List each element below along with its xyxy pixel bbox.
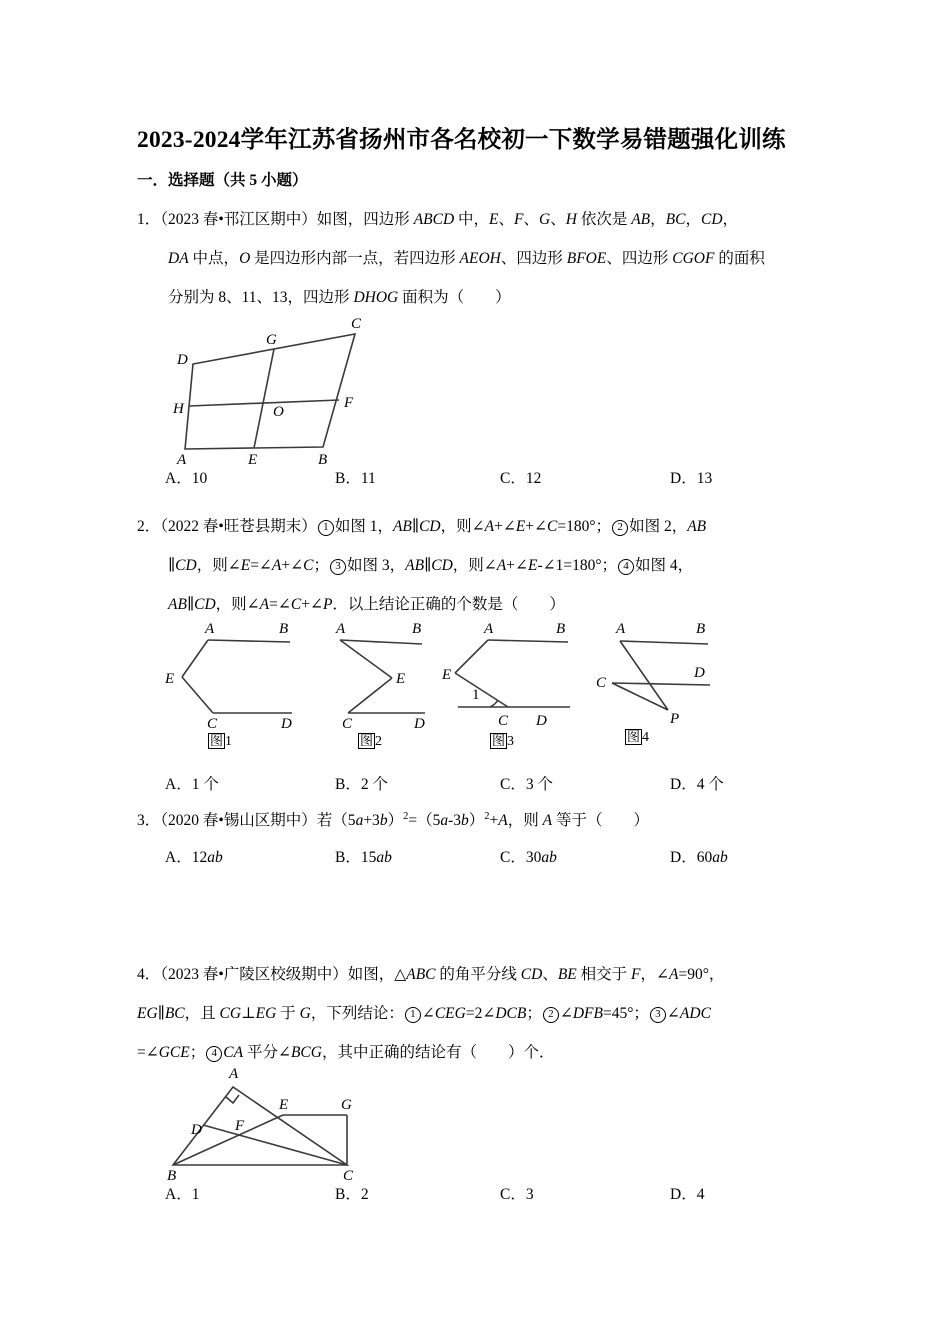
figure2-label-D: D (414, 716, 425, 730)
figure3-label-E: E (442, 667, 452, 683)
figure-label-D: D (177, 352, 188, 368)
question-2-line-3: AB∥CD，则∠A=∠C+∠P．以上结论正确的个数是（ ） (168, 596, 565, 613)
figure4-label-D: D (694, 665, 705, 681)
figure2-label-A: A (336, 621, 346, 637)
option-a: A．12ab (165, 849, 223, 866)
figure-label-B: B (167, 1168, 177, 1182)
question-1-figure (155, 312, 395, 472)
figure-label-A: A (177, 452, 187, 467)
option-b: B．2 个 (335, 776, 388, 793)
option-c: C．3 (500, 1186, 534, 1203)
question-4-line-3: =∠GCE； 4 CA 平分∠BCG，其中正确的结论有（ ）个． (137, 1044, 555, 1061)
figure-label-F: F (344, 395, 354, 411)
figure3-label-D: D (536, 713, 547, 729)
figure3-label-angle-1: 1 (472, 687, 480, 703)
figure-label-C: C (351, 316, 362, 332)
question-4-line-1: 4．（2023 春•广陵区校级期中）如图，△ABC 的角平分线 CD、BE 相交于 F，∠A=90°， (137, 966, 725, 983)
question-4-line-2: EG∥BC，且 CG⊥EG 于 G，下列结论： 1 ∠CEG=2∠DCB； 2 ∠DFB=45°； 3 ∠ADC (137, 1005, 711, 1022)
figure2-label-E: E (396, 671, 406, 687)
figure2-label-C: C (342, 716, 353, 730)
question-2-figure-4-caption: 图 4 (627, 729, 650, 745)
question-2-figure-3 (440, 615, 610, 735)
question-2-figure-2-caption: 图 2 (360, 733, 383, 749)
option-a: A．10 (165, 470, 208, 487)
figure-label-O: O (273, 404, 284, 420)
option-d: D．13 (670, 470, 713, 487)
figure2-label-B: B (412, 621, 422, 637)
question-2-figure-1 (155, 615, 315, 735)
figure-label-G: G (266, 332, 277, 348)
question-4-figure (155, 1062, 405, 1187)
figure3-label-A: A (484, 621, 494, 637)
figure-label-C: C (343, 1168, 354, 1182)
option-b: B．11 (335, 470, 376, 487)
option-c: C．12 (500, 470, 542, 487)
figure4-label-P: P (670, 711, 680, 727)
page-title: 2023-2024学年江苏省扬州市各名校初一下数学易错题强化训练 (137, 127, 786, 153)
figure-label-E: E (279, 1097, 289, 1113)
section-heading: 一．选择题（共 5 小题） (137, 172, 308, 189)
question-2-line-2: ∥CD，则∠E=∠A+∠C； 3 如图 3，AB∥CD，则∠A+∠E‑∠1=180°； 4 如图 4， (168, 557, 694, 574)
figure1-label-B: B (279, 621, 289, 637)
option-a: A．1 (165, 1186, 200, 1203)
question-1-line-1: 1．（2023 春•邗江区期中）如图，四边形 ABCD 中，E、F、G、H 依次是 AB，BC，CD， (137, 211, 739, 228)
figure3-label-B: B (556, 621, 566, 637)
question-1-line-3: 分别为 8、11、13，四边形 DHOG 面积为（ ） (168, 289, 511, 306)
option-d: D．4 个 (670, 776, 724, 793)
option-b: B．2 (335, 1186, 369, 1203)
figure1-label-E: E (165, 671, 175, 687)
figure-label-E: E (248, 452, 258, 467)
figure-label-F: F (235, 1118, 245, 1134)
figure-label-H: H (173, 401, 184, 417)
figure1-label-A: A (205, 621, 215, 637)
option-d: D．60ab (670, 849, 728, 866)
option-b: B．15ab (335, 849, 392, 866)
option-d: D．4 (670, 1186, 705, 1203)
figure1-label-D: D (281, 716, 292, 730)
figure4-label-A: A (616, 621, 626, 637)
option-c: C．3 个 (500, 776, 553, 793)
option-c: C．30ab (500, 849, 557, 866)
question-2-line-1: 2．（2022 春•旺苍县期末） 1 如图 1，AB∥CD，则∠A+∠E+∠C=180°； 2 如图 2，AB (137, 518, 707, 535)
figure-label-A: A (229, 1066, 239, 1082)
figure-label-D: D (191, 1122, 202, 1138)
figure4-label-B: B (696, 621, 706, 637)
question-3-line-1: 3．（2020 春•锡山区期中）若$(5a+3b)^2=(5a‑3b)^2+A$，则 A 等于（ ） (137, 811, 649, 830)
question-2-figure-3-caption: 图 3 (492, 733, 515, 749)
question-2-figure-1-caption: 图 1 (210, 733, 233, 749)
figure3-label-C: C (498, 713, 509, 729)
figure1-label-C: C (207, 716, 218, 730)
option-a: A．1 个 (165, 776, 219, 793)
figure-label-B: B (318, 452, 328, 467)
question-1-line-2: DA 中点，O 是四边形内部一点，若四边形 AEOH、四边形 BFOE、四边形 CGOF 的面积 (168, 250, 765, 267)
figure-label-G: G (341, 1097, 352, 1113)
question-2-figure-4 (590, 615, 750, 735)
figure4-label-C: C (596, 675, 607, 691)
